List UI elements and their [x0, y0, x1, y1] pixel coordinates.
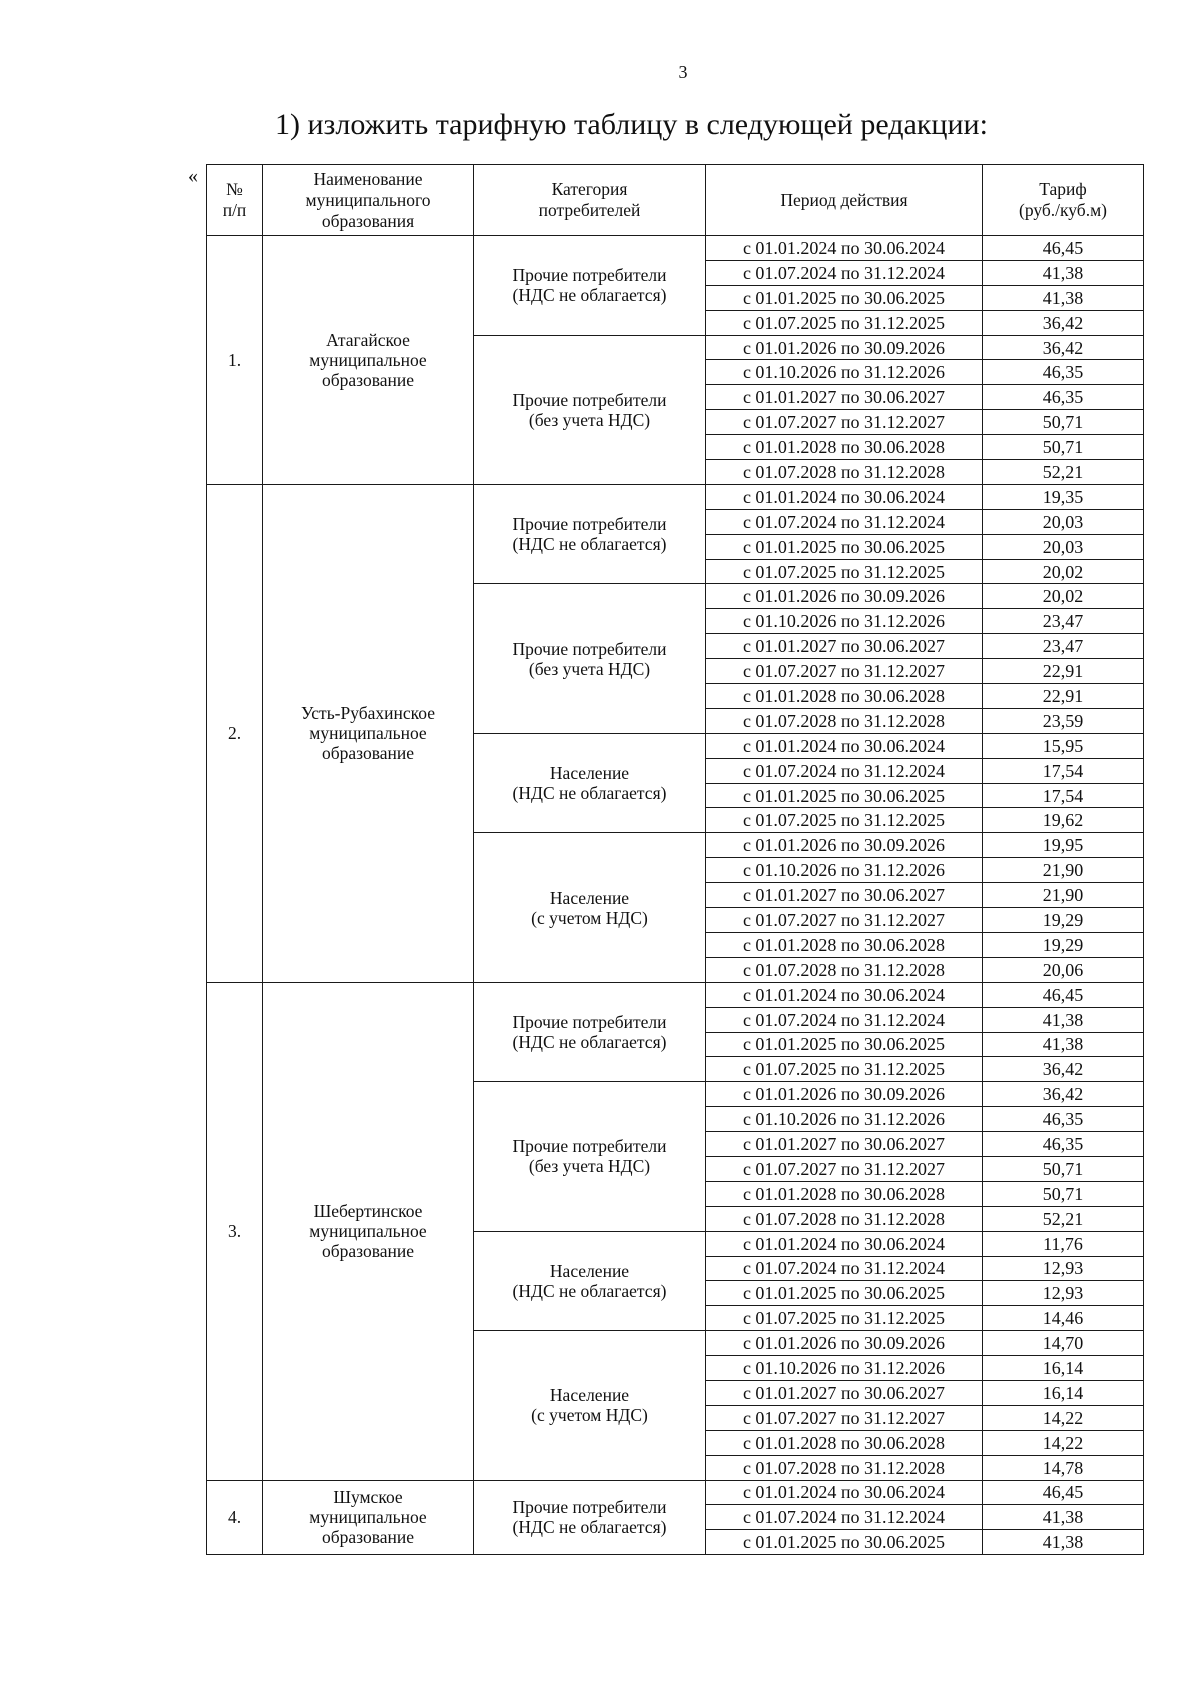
- validity-period: с 01.07.2024 по 31.12.2024: [706, 509, 983, 534]
- validity-period: с 01.01.2024 по 30.06.2024: [706, 1231, 983, 1256]
- tariff-value: 20,03: [983, 509, 1144, 534]
- validity-period: с 01.07.2027 по 31.12.2027: [706, 659, 983, 684]
- tariff-value: 14,22: [983, 1430, 1144, 1455]
- tariff-value: 20,02: [983, 584, 1144, 609]
- validity-period: с 01.01.2025 по 30.06.2025: [706, 783, 983, 808]
- tariff-value: 20,02: [983, 559, 1144, 584]
- validity-period: с 01.01.2025 по 30.06.2025: [706, 1530, 983, 1555]
- validity-period: с 01.10.2026 по 31.12.2026: [706, 1356, 983, 1381]
- validity-period: с 01.07.2028 по 31.12.2028: [706, 708, 983, 733]
- table-header-row: [207, 165, 1144, 236]
- tariff-value: 15,95: [983, 733, 1144, 758]
- validity-period: с 01.01.2028 по 30.06.2028: [706, 1181, 983, 1206]
- validity-period: с 01.01.2028 по 30.06.2028: [706, 435, 983, 460]
- header-category: Категория потребителей: [474, 165, 706, 236]
- consumer-category: Население (с учетом НДС): [474, 1331, 706, 1480]
- tariff-value: 14,70: [983, 1331, 1144, 1356]
- tariff-value: 17,54: [983, 758, 1144, 783]
- validity-period: с 01.01.2026 по 30.09.2026: [706, 335, 983, 360]
- validity-period: с 01.01.2028 по 30.06.2028: [706, 1430, 983, 1455]
- validity-period: с 01.01.2024 по 30.06.2024: [706, 982, 983, 1007]
- validity-period: с 01.10.2026 по 31.12.2026: [706, 1107, 983, 1132]
- tariff-value: 16,14: [983, 1380, 1144, 1405]
- validity-period: с 01.01.2027 по 30.06.2027: [706, 385, 983, 410]
- validity-period: с 01.07.2025 по 31.12.2025: [706, 559, 983, 584]
- tariff-value: 21,90: [983, 858, 1144, 883]
- validity-period: с 01.07.2024 по 31.12.2024: [706, 758, 983, 783]
- tariff-value: 19,95: [983, 833, 1144, 858]
- header-tariff: Тариф (руб./куб.м): [983, 165, 1144, 236]
- tariff-value: 22,91: [983, 684, 1144, 709]
- tariff-value: 36,42: [983, 310, 1144, 335]
- municipality-name: Усть-Рубахинское муниципальное образование: [263, 484, 474, 982]
- tariff-value: 36,42: [983, 1082, 1144, 1107]
- table-row: [207, 982, 1144, 1007]
- tariff-value: 41,38: [983, 260, 1144, 285]
- tariff-value: 46,45: [983, 236, 1144, 261]
- validity-period: с 01.07.2025 по 31.12.2025: [706, 808, 983, 833]
- validity-period: с 01.01.2027 по 30.06.2027: [706, 634, 983, 659]
- tariff-value: 50,71: [983, 1156, 1144, 1181]
- tariff-value: 12,93: [983, 1281, 1144, 1306]
- tariff-value: 41,38: [983, 1007, 1144, 1032]
- validity-period: с 01.07.2028 по 31.12.2028: [706, 1455, 983, 1480]
- document-heading: 1) изложить тарифную таблицу в следующей редакции:: [275, 108, 988, 141]
- table-row: [207, 236, 1144, 261]
- tariff-value: 41,38: [983, 1032, 1144, 1057]
- validity-period: с 01.07.2024 по 31.12.2024: [706, 1505, 983, 1530]
- tariff-value: 36,42: [983, 335, 1144, 360]
- tariff-value: 11,76: [983, 1231, 1144, 1256]
- validity-period: с 01.01.2026 по 30.09.2026: [706, 833, 983, 858]
- municipality-name: Шебертинское муниципальное образование: [263, 982, 474, 1480]
- validity-period: с 01.01.2024 по 30.06.2024: [706, 733, 983, 758]
- tariff-value: 23,47: [983, 609, 1144, 634]
- municipality-number: 1.: [207, 236, 263, 485]
- tariff-value: 19,29: [983, 932, 1144, 957]
- tariff-value: 46,35: [983, 360, 1144, 385]
- consumer-category: Прочие потребители (без учета НДС): [474, 1082, 706, 1231]
- validity-period: с 01.01.2027 по 30.06.2027: [706, 883, 983, 908]
- validity-period: с 01.01.2027 по 30.06.2027: [706, 1132, 983, 1157]
- tariff-value: 41,38: [983, 1505, 1144, 1530]
- validity-period: с 01.01.2025 по 30.06.2025: [706, 1032, 983, 1057]
- page-number: 3: [678, 62, 688, 82]
- validity-period: с 01.07.2024 по 31.12.2024: [706, 260, 983, 285]
- validity-period: с 01.07.2024 по 31.12.2024: [706, 1256, 983, 1281]
- tariff-value: 19,35: [983, 484, 1144, 509]
- tariff-value: 14,46: [983, 1306, 1144, 1331]
- validity-period: с 01.07.2028 по 31.12.2028: [706, 460, 983, 485]
- validity-period: с 01.10.2026 по 31.12.2026: [706, 858, 983, 883]
- validity-period: с 01.01.2024 по 30.06.2024: [706, 1480, 983, 1505]
- municipality-number: 3.: [207, 982, 263, 1480]
- tariff-value: 50,71: [983, 435, 1144, 460]
- validity-period: с 01.10.2026 по 31.12.2026: [706, 609, 983, 634]
- validity-period: с 01.07.2028 по 31.12.2028: [706, 1206, 983, 1231]
- header-name: Наименование муниципального образования: [263, 165, 474, 236]
- tariff-value: 16,14: [983, 1356, 1144, 1381]
- tariff-value: 46,35: [983, 1107, 1144, 1132]
- tariff-value: 46,35: [983, 1132, 1144, 1157]
- tariff-value: 41,38: [983, 285, 1144, 310]
- tariff-value: 22,91: [983, 659, 1144, 684]
- tariff-value: 14,22: [983, 1405, 1144, 1430]
- validity-period: с 01.01.2028 по 30.06.2028: [706, 684, 983, 709]
- validity-period: с 01.07.2027 по 31.12.2027: [706, 1405, 983, 1430]
- validity-period: с 01.07.2027 по 31.12.2027: [706, 908, 983, 933]
- tariff-value: 19,62: [983, 808, 1144, 833]
- consumer-category: Прочие потребители (НДС не облагается): [474, 1480, 706, 1555]
- validity-period: с 01.01.2024 по 30.06.2024: [706, 484, 983, 509]
- tariff-value: 41,38: [983, 1530, 1144, 1555]
- validity-period: с 01.01.2027 по 30.06.2027: [706, 1380, 983, 1405]
- validity-period: с 01.01.2025 по 30.06.2025: [706, 534, 983, 559]
- consumer-category: Прочие потребители (НДС не облагается): [474, 484, 706, 584]
- header-period: Период действия: [706, 165, 983, 236]
- tariff-value: 23,47: [983, 634, 1144, 659]
- tariff-value: 17,54: [983, 783, 1144, 808]
- tariff-table: [206, 164, 1144, 1555]
- validity-period: с 01.01.2026 по 30.09.2026: [706, 1082, 983, 1107]
- tariff-value: 20,06: [983, 957, 1144, 982]
- validity-period: с 01.01.2026 по 30.09.2026: [706, 1331, 983, 1356]
- tariff-value: 21,90: [983, 883, 1144, 908]
- tariff-value: 36,42: [983, 1057, 1144, 1082]
- tariff-value: 46,45: [983, 1480, 1144, 1505]
- tariff-value: 14,78: [983, 1455, 1144, 1480]
- validity-period: с 01.01.2024 по 30.06.2024: [706, 236, 983, 261]
- tariff-value: 23,59: [983, 708, 1144, 733]
- consumer-category: Население (с учетом НДС): [474, 833, 706, 982]
- validity-period: с 01.07.2028 по 31.12.2028: [706, 957, 983, 982]
- consumer-category: Прочие потребители (НДС не облагается): [474, 982, 706, 1082]
- consumer-category: Прочие потребители (НДС не облагается): [474, 236, 706, 336]
- municipality-number: 4.: [207, 1480, 263, 1555]
- consumer-category: Население (НДС не облагается): [474, 733, 706, 833]
- validity-period: с 01.07.2024 по 31.12.2024: [706, 1007, 983, 1032]
- tariff-value: 52,21: [983, 460, 1144, 485]
- validity-period: с 01.07.2027 по 31.12.2027: [706, 410, 983, 435]
- consumer-category: Прочие потребители (без учета НДС): [474, 335, 706, 484]
- tariff-value: 12,93: [983, 1256, 1144, 1281]
- consumer-category: Прочие потребители (без учета НДС): [474, 584, 706, 733]
- table-row: [207, 1480, 1144, 1505]
- municipality-name: Шумское муниципальное образование: [263, 1480, 474, 1555]
- validity-period: с 01.07.2025 по 31.12.2025: [706, 1306, 983, 1331]
- tariff-value: 46,35: [983, 385, 1144, 410]
- tariff-value: 46,45: [983, 982, 1144, 1007]
- table-body: [207, 236, 1144, 1555]
- opening-quote-mark: «: [188, 165, 198, 187]
- validity-period: с 01.07.2025 по 31.12.2025: [706, 1057, 983, 1082]
- municipality-name: Атагайское муниципальное образование: [263, 236, 474, 485]
- table-row: [207, 484, 1144, 509]
- validity-period: с 01.07.2027 по 31.12.2027: [706, 1156, 983, 1181]
- validity-period: с 01.07.2025 по 31.12.2025: [706, 310, 983, 335]
- tariff-value: 19,29: [983, 908, 1144, 933]
- tariff-value: 50,71: [983, 410, 1144, 435]
- validity-period: с 01.01.2026 по 30.09.2026: [706, 584, 983, 609]
- tariff-value: 50,71: [983, 1181, 1144, 1206]
- consumer-category: Население (НДС не облагается): [474, 1231, 706, 1331]
- tariff-value: 20,03: [983, 534, 1144, 559]
- validity-period: с 01.01.2025 по 30.06.2025: [706, 1281, 983, 1306]
- tariff-value: 52,21: [983, 1206, 1144, 1231]
- header-num: № п/п: [207, 165, 263, 236]
- municipality-number: 2.: [207, 484, 263, 982]
- validity-period: с 01.01.2028 по 30.06.2028: [706, 932, 983, 957]
- validity-period: с 01.01.2025 по 30.06.2025: [706, 285, 983, 310]
- validity-period: с 01.10.2026 по 31.12.2026: [706, 360, 983, 385]
